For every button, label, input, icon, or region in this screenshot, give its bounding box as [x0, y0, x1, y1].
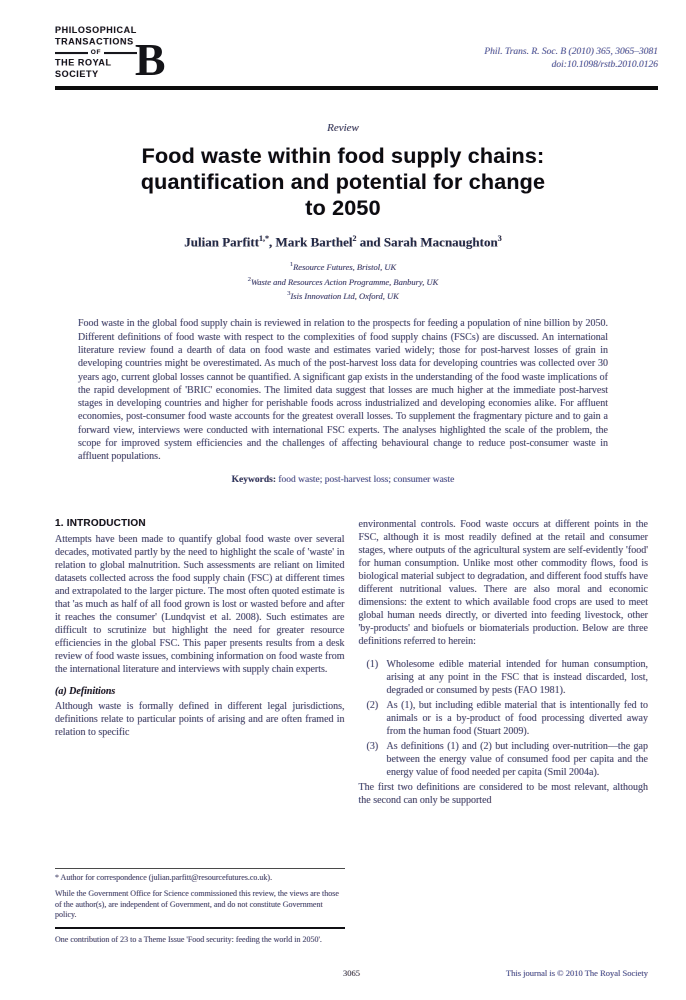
- logo-line-philosophical: PHILOSOPHICAL: [55, 24, 137, 36]
- left-column-spacer: [55, 739, 345, 868]
- definition-item-2: [367, 699, 649, 738]
- page-number: 3065: [343, 968, 360, 978]
- author-sep: ,: [269, 234, 276, 250]
- article-type: Review: [327, 122, 359, 134]
- definition-number: (3): [366, 740, 379, 752]
- definition-item-3: [367, 740, 649, 779]
- affiliation-3: [0, 288, 686, 302]
- author-name: Mark Barthel: [275, 234, 353, 250]
- journal-citation: [484, 46, 658, 72]
- logo-line-the-royal: THE ROYAL: [55, 57, 112, 68]
- section-heading-introduction: 1. INTRODUCTION: [55, 517, 146, 529]
- page-header: [0, 0, 686, 88]
- page-footer: [55, 968, 648, 980]
- title-line-2: quantification and potential for change: [140, 170, 546, 194]
- keywords-label: Keywords:: [231, 474, 276, 485]
- definition-text: As definitions (1) and (2) but including over-nutrition—the gap between the energy value of consumed food per capita and the energy value of food needed per capita (Smil 2004a).: [386, 740, 648, 778]
- author-affiliation-mark: 3: [497, 234, 502, 243]
- definition-item-1: [367, 658, 649, 697]
- logo-line-transactions: TRANSACTIONS: [55, 36, 134, 47]
- definitions-continued-paragraph: environmental controls. Food waste occurs at different points in the FSC, although it is most readily defined at the retail and consumer stages, where outputs of the agricultural system are self-evidently 'food' for human consumption. Unlike most other commodity flows, food is biological material subject to degradation, and different food stuffs have different nutritional values. There are also moral and economic dimensions: the extent to which available food crops are used to meet global human needs directly, or diverted into feeding livestock, other 'by-products' and biofuels or biomaterials production. Below are three definitions referred to herein:: [358, 518, 648, 647]
- left-column: [55, 518, 345, 946]
- logo-line-society: SOCIETY: [55, 68, 99, 80]
- affiliation-mark: 3: [287, 289, 291, 297]
- footnotes: [55, 868, 345, 946]
- logo-of-rule-right: [104, 51, 137, 53]
- author-name: Julian Parfitt: [184, 234, 260, 250]
- disclaimer-footnote: While the Government Office for Science commissioned this review, the views are those of the author(s), are independent of Government, and do not constitute Government policy.: [55, 889, 339, 920]
- copyright-notice: This journal is © 2010 The Royal Society: [505, 968, 648, 978]
- affiliation-1: [0, 259, 686, 273]
- logo-line-of: [55, 48, 137, 57]
- keywords-text: food waste; post-harvest loss; consumer waste: [275, 474, 455, 485]
- definitions-paragraph: Although waste is formally defined in different legal jurisdictions, definitions relate to particular points of arising and are often framed in relation to specific: [55, 700, 345, 738]
- author-line: [0, 234, 686, 250]
- title-line-1: Food waste within food supply chains:: [141, 144, 545, 168]
- definitions-list: [359, 658, 649, 781]
- royal-society-logo: [55, 24, 166, 85]
- definition-number: (1): [366, 658, 379, 670]
- definition-number: (2): [366, 699, 379, 711]
- header-rule: [55, 86, 658, 90]
- logo-text: [55, 25, 137, 81]
- affiliation-mark: 1: [289, 261, 294, 269]
- author-name: Sarah Macnaughton: [383, 234, 498, 250]
- footnote-rule: [55, 868, 345, 869]
- body-columns: [55, 518, 648, 946]
- title-line-3: to 2050: [305, 196, 381, 220]
- affiliation-text: Isis Innovation Ltd, Oxford, UK: [290, 290, 399, 301]
- affiliations: [0, 259, 686, 302]
- right-column: [359, 518, 649, 946]
- logo-letter-b: B: [134, 34, 166, 85]
- author-sep: and: [356, 234, 384, 250]
- correspondence-footnote: * Author for correspondence (julian.parfitt@resourcefutures.co.uk).: [55, 872, 273, 882]
- article-title: [0, 143, 686, 221]
- affiliation-text: Waste and Resources Action Programme, Banbury, UK: [250, 276, 439, 287]
- subsection-heading-definitions: (a) Definitions: [55, 685, 116, 697]
- definition-text: Wholesome edible material intended for human consumption, arising at any point in the FSC that is instead discarded, lost, degraded or consumed by pests (FAO 1981).: [386, 658, 648, 696]
- author-affiliation-mark: 2: [352, 234, 357, 243]
- author-affiliation-mark: 1,*: [259, 234, 270, 243]
- theme-issue-rule: [55, 927, 345, 930]
- theme-issue-footnote: One contribution of 23 to a Theme Issue 'Food security: feeding the world in 2050'.: [55, 935, 322, 945]
- definition-text: As (1), but including edible material that is intentionally fed to animals or is a by-product of food processing diverted away from the human food (Stuart 2009).: [386, 699, 648, 737]
- logo-of-text: OF: [90, 48, 102, 57]
- logo-of-rule-left: [55, 51, 88, 53]
- doi-line: doi:10.1098/rstb.2010.0126: [551, 60, 658, 70]
- affiliation-text: Resource Futures, Bristol, UK: [293, 262, 397, 273]
- citation-line: Phil. Trans. R. Soc. B (2010) 365, 3065–3081: [484, 47, 658, 57]
- closing-paragraph: The first two definitions are considered to be most relevant, although the second can only be supported: [358, 781, 648, 806]
- keywords-line: [0, 475, 686, 485]
- affiliation-mark: 2: [247, 275, 251, 283]
- introduction-paragraph: Attempts have been made to quantify global food waste over several decades, motivated partly by the need to highlight the scale of 'waste' in relation to global malnutrition. Such assessments are reliant on limited datasets collected across the food supply chain (FSC) at different times and extrapolated to the larger picture. The most often quoted estimate is that 'as much as half of all food grown is lost or wasted before and after it reaches the consumer' (Lundqvist et al. 2008). Such estimates are difficult to scrutinize but highlight the need for greater resource efficiencies in the global FSC. This paper presents results from a desk review of food waste issues, combining information on food waste from the international literature and interviews with supply chain experts.: [55, 533, 345, 675]
- abstract: Food waste in the global food supply chain is reviewed in relation to the prospects for feeding a population of nine billion by 2050. Different definitions of food waste with respect to the complexities of food supply chains (FSCs) are discussed. An international literature review found a dearth of data on food waste and estimates varied widely; those for post-harvest losses of grain in developing countries might be overestimated. As much of the post-harvest loss data for developing countries was collected over 30 years ago, current global losses cannot be quantified. A significant gap exists in the understanding of the food waste implications of the rapid development of 'BRIC' economies. The limited data suggest that losses are much higher at the immediate post-harvest stages in developing countries and higher for perishable foods across industrialized and developing economies alike. For affluent economies, post-consumer food waste accounts for the greatest overall losses. To supplement the fragmentary picture and to gain a forward view, interviews were conducted with international FSC experts. The analyses highlighted the scale of the problem, the scope for improved system efficiencies and the challenges of affecting behavioural change to reduce post-consumer waste in affluent populations.: [78, 318, 608, 463]
- affiliation-2: [0, 274, 686, 288]
